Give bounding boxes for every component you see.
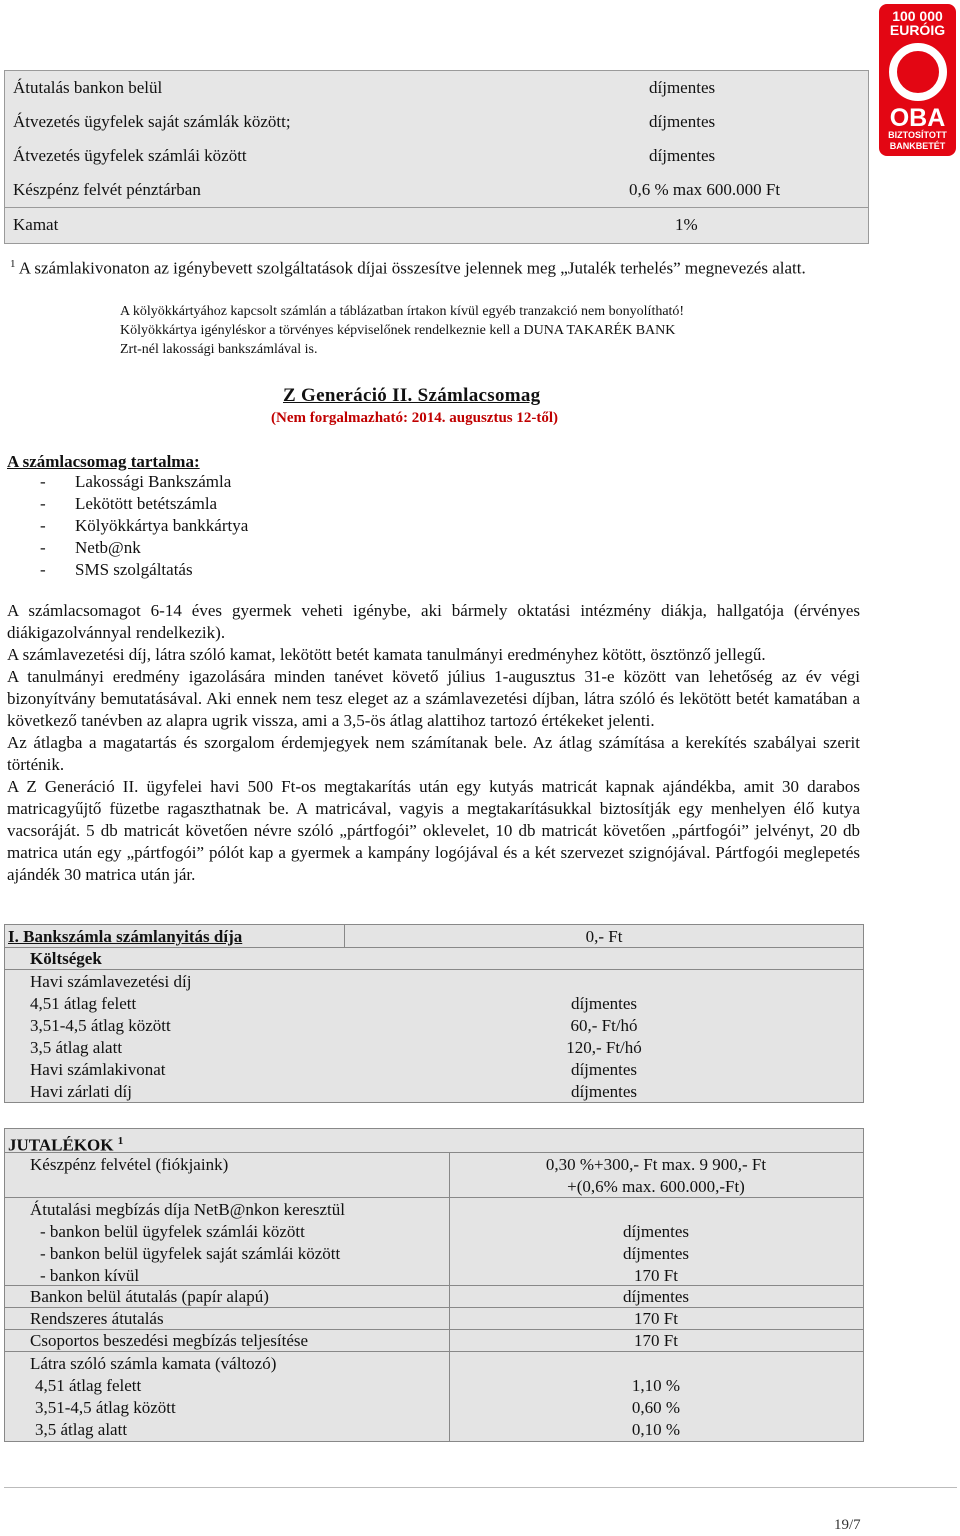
interest-value: 1%: [675, 215, 698, 234]
fee-value: díjmentes: [649, 146, 716, 165]
transfer-row-label: - bankon belül ügyfelek számlái között: [40, 1222, 305, 1241]
fee-value: 170 Ft: [634, 1331, 678, 1350]
fee-label: Bankon belül átutalás (papír alapú): [30, 1287, 269, 1306]
transfer-row-label: - bankon kívül: [40, 1266, 140, 1285]
transfer-row-value: díjmentes: [622, 1222, 690, 1241]
table-row: [5, 969, 863, 1102]
fee-value: 0,6 % max 600.000 Ft: [629, 180, 781, 199]
paragraph: A számlavezetési díj, látra szóló kamat, lekötött betét kamata tanulmányi eredményhez kötött, ösztönző jellegű.: [7, 645, 766, 664]
footnote-marker: 1: [10, 258, 16, 270]
cash-label: Készpénz felvétel (fiókjaink): [30, 1155, 229, 1174]
cash-value: 0,30 %+300,- Ft max. 9 900,- Ft: [545, 1155, 767, 1174]
top-fee-table: [4, 70, 869, 244]
package-subtitle: (Nem forgalmazható: 2014. augusztus 12-től): [271, 410, 559, 426]
fee-label: 3,51-4,5 átlag között: [30, 1016, 171, 1035]
package-description: [7, 600, 860, 886]
table-row: [5, 173, 868, 207]
fee-value: díjmentes: [622, 1287, 690, 1306]
monthly-fee-label: Havi számlavezetési díj: [30, 972, 192, 991]
table-row: [5, 1351, 863, 1441]
page-number: 19/7: [834, 1517, 861, 1533]
table-row: [5, 947, 863, 970]
fee-value: díjmentes: [570, 1082, 638, 1101]
commission-table: [4, 1128, 864, 1442]
table-row: [5, 71, 868, 105]
fee-value: díjmentes: [649, 112, 716, 131]
fee-label: Rendszeres átutalás: [30, 1309, 164, 1328]
footnote: [10, 258, 806, 279]
interest-label: Látra szóló számla kamata (változó): [30, 1354, 277, 1373]
table-row: [5, 105, 868, 139]
fee-label: Havi számlakivonat: [30, 1060, 166, 1079]
transfer-label: Átutalási megbízás díja NetB@nkon keresztül: [30, 1200, 345, 1219]
interest-row-value: 0,60 %: [631, 1398, 681, 1417]
badge-currency: EURÓIG: [889, 22, 946, 38]
footer-divider: [4, 1487, 957, 1488]
fee-label: Készpénz felvét pénztárban: [13, 180, 201, 199]
fee-value: 60,- Ft/hó: [570, 1016, 638, 1035]
table-row: [5, 1329, 863, 1352]
fee-label: 4,51 átlag felett: [30, 994, 137, 1013]
transfer-row-label: - bankon belül ügyfelek saját számlái között: [40, 1244, 341, 1263]
costs-label: Költségek: [30, 949, 102, 968]
fee-value: díjmentes: [570, 994, 638, 1013]
oba-guarantee-badge: [879, 4, 956, 156]
badge-amount: 100 000: [892, 8, 943, 24]
fee-label: 3,5 átlag alatt: [30, 1038, 123, 1057]
badge-ring-icon: [889, 43, 947, 101]
table-row: [5, 1285, 863, 1308]
badge-insured: BIZTOSÍTOTT: [888, 130, 947, 140]
badge-deposit: BANKBETÉT: [889, 141, 946, 151]
interest-row-value: 1,10 %: [631, 1376, 681, 1395]
fee-label: Havi zárlati díj: [30, 1082, 132, 1101]
opening-label: I. Bankszámla számlanyitás díja: [8, 927, 243, 946]
table-row: [5, 1152, 863, 1198]
table-row: [5, 139, 868, 173]
footnote-text: A számlakivonaton az igénybevett szolgáltatások díjai összesítve jelennek meg „Jutalék terhelés” megnevezés alatt.: [15, 258, 806, 278]
fee-label: Csoportos beszedési megbízás teljesítése: [30, 1331, 309, 1350]
table-row: [5, 1197, 863, 1286]
cash-value-max: +(0,6% max. 600.000,-Ft): [567, 1177, 745, 1196]
fee-value: 120,- Ft/hó: [566, 1038, 642, 1057]
table-row: [5, 1307, 863, 1330]
paragraph: A Z Generáció II. ügyfelei havi 500 Ft-os megtakarítás után egy kutyás matricát kapnak ajándékba, amit 30 darabos matricagyűjtő füzetbe ragaszthatnak be. A matricával, vagyis a megtakarításukkal biztosítják egy menhelyen élő kutya vacsoráját. 5 db matricát követően névre szóló „pártfogói” oklevelet, 10 db matricát követően „pártfogói” jelvényt, 20 db matrica után egy „pártfogói” pólót kap a gyermek a kampány logójával és a két szervezet szignójával. Pártfogói meglepetés ajándék 30 matrica után jár.: [7, 777, 860, 884]
interest-label: Kamat: [13, 215, 59, 234]
paragraph: A tanulmányi eredmény igazolására minden tanévet követő július 1-augusztus 31-e között van lehetőség az év végi bizonyítvány bemutatásával. Aki ennek nem tesz eleget az a számlavezetési díjban, látra szóló és lekötött betét kamatában a következő tanévben az alapra ugrik vissza, ami a 3,5-ös átlag alattihoz tartozó értékeket jelenti.: [7, 667, 860, 730]
fee-value: díjmentes: [649, 78, 716, 97]
table-row: [5, 207, 868, 243]
note-line: A kölyökkártyához kapcsolt számlán a táblázatban írtakon kívül egyéb tranzakció nem bonyolítható!: [120, 304, 685, 319]
interest-row-value: 0,10 %: [631, 1420, 681, 1439]
badge-logo-text: OBA: [889, 104, 946, 132]
note-line: Kölyökkártya igényléskor a törvényes képviselőnek rendelkeznie kell a DUNA TAKARÉK BANK: [120, 323, 676, 338]
transfer-row-value: 170 Ft: [634, 1266, 678, 1285]
fee-label: Átvezetés ügyfelek saját számlák között;: [13, 112, 291, 131]
fee-label: Átvezetés ügyfelek számlái között: [13, 146, 247, 165]
account-fee-table: [4, 924, 864, 1103]
transfer-row-value: díjmentes: [622, 1244, 690, 1263]
opening-value: 0,- Ft: [585, 927, 623, 946]
note-line: Zrt-nél lakossági bankszámlával is.: [120, 342, 318, 357]
fee-value: 170 Ft: [634, 1309, 678, 1328]
paragraph: A számlacsomagot 6-14 éves gyermek veheti igénybe, aki bármely oktatási intézmény diákja, hallgatója (érvényes diákigazolvánnyal rendelkezik).: [7, 601, 860, 642]
interest-row-label: 3,51-4,5 átlag között: [35, 1398, 176, 1417]
commission-title: JUTALÉKOK $^1$: [8, 1135, 124, 1155]
package-title: Z Generáció II. Számlacsomag: [283, 385, 541, 406]
contents-heading: A számlacsomag tartalma:: [7, 452, 200, 471]
paragraph: Az átlagba a magatartás és szorgalom érdemjegyek nem számítanak bele. Az átlag számítása a kerekítés szabályai szerit történik.: [7, 733, 860, 774]
fee-label: Átutalás bankon belül: [13, 78, 163, 97]
fee-value: díjmentes: [570, 1060, 638, 1079]
interest-row-label: 3,5 átlag alatt: [35, 1420, 128, 1439]
kid-card-note: [120, 302, 684, 359]
interest-row-label: 4,51 átlag felett: [35, 1376, 142, 1395]
